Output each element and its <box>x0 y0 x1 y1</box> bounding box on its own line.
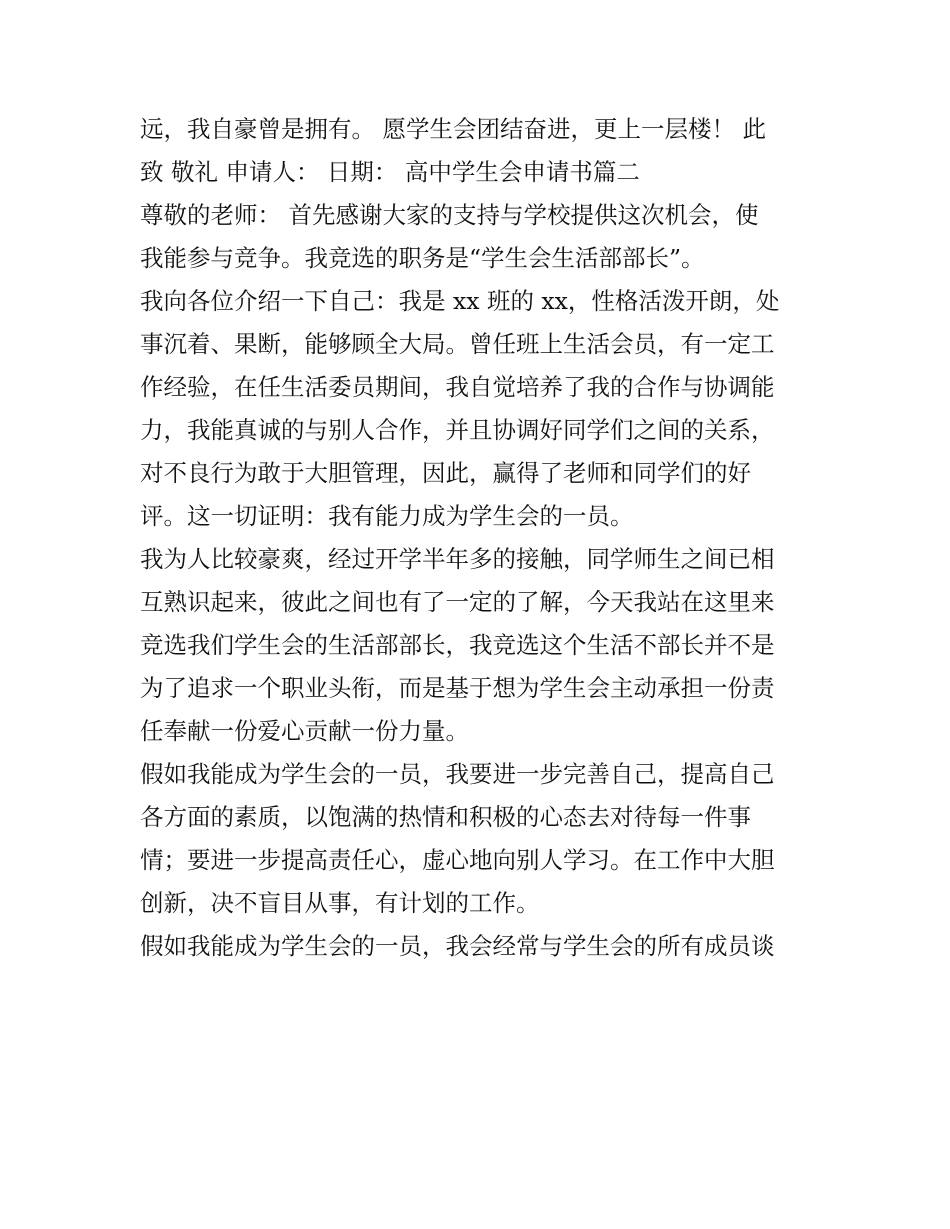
text-line: 对不良行为敢于大胆管理，因此，赢得了老师和同学们的好 <box>140 459 751 487</box>
text-line: 创新，决不盲目从事，有计划的工作。 <box>140 889 540 917</box>
text-line: 假如我能成为学生会的一员，我会经常与学生会的所有成员谈 <box>140 932 775 960</box>
text-line: 评。这一切证明：我有能力成为学生会的一员。 <box>140 502 634 530</box>
text-line: 远，我自豪曾是拥有。 愿学生会团结奋进，更上一层楼！ 此 <box>140 115 766 143</box>
text-line: 竞选我们学生会的生活部部长，我竞选这个生活不部长并不是 <box>140 631 775 659</box>
document-body <box>140 108 820 968</box>
text-line: 作经验，在任生活委员期间，我自觉培养了我的合作与协调能 <box>140 373 775 401</box>
text-line: 为了追求一个职业头衔，而是基于想为学生会主动承担一份责 <box>140 674 775 702</box>
text-line: 互熟识起来，彼此之间也有了一定的了解，今天我站在这里来 <box>140 588 775 616</box>
text-line: 致 敬礼 申请人： 日期： 高中学生会申请书篇二 <box>140 158 640 186</box>
text-line: 尊敬的老师： 首先感谢大家的支持与学校提供这次机会，使 <box>140 201 759 229</box>
text-line: 我为人比较豪爽，经过开学半年多的接触，同学师生之间已相 <box>140 545 775 573</box>
text-line: 事沉着、果断，能够顾全大局。曾任班上生活会员，有一定工 <box>140 330 775 358</box>
text-line: 我向各位介绍一下自己：我是 xx 班的 xx，性格活泼开朗，处 <box>140 287 780 315</box>
text-line: 任奉献一份爱心贡献一份力量。 <box>140 717 469 745</box>
text-line: 情；要进一步提高责任心，虚心地向别人学习。在工作中大胆 <box>140 846 775 874</box>
text-line: 各方面的素质，以饱满的热情和积极的心态去对待每一件事 <box>140 803 751 831</box>
text-line: 力，我能真诚的与别人合作，并且协调好同学们之间的关系， <box>140 416 775 444</box>
text-line: 假如我能成为学生会的一员，我要进一步完善自己，提高自己 <box>140 760 775 788</box>
text-line: 我能参与竞争。我竞选的职务是“学生会生活部部长”。 <box>140 244 705 272</box>
